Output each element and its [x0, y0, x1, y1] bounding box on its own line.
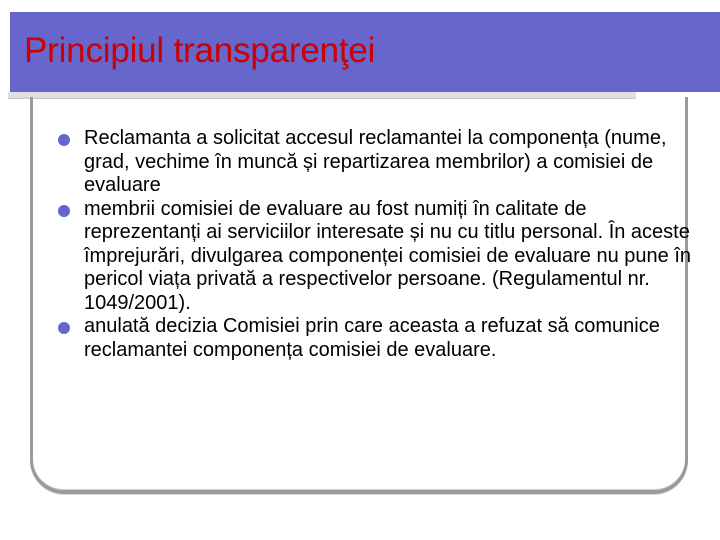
bullet-item-committee-members — [58, 198, 698, 316]
bullet-item-decision-annulled — [58, 315, 698, 362]
slide-title: Principiul transparenţei — [24, 31, 376, 70]
bullet-item-access-request — [58, 127, 698, 198]
bullet-text: Reclamanta a solicitat accesul reclamantei la componența (nume, grad, vechime în muncă și repartizarea membrilor) a comisiei de evaluare — [84, 127, 667, 196]
bullet-dot-icon — [58, 205, 70, 217]
bullet-text: membrii comisiei de evaluare au fost numiți în calitate de reprezentanți ai serviciilor interesate și nu cu titlu personal. În aceste împrejurări, divulgarea componenței comisiei de evaluare nu pune în pericol viața privată a respectivelor persoane. (Regulamentul nr. 1049/2001). — [84, 197, 692, 314]
bullet-dot-icon — [58, 134, 70, 146]
bullet-list — [58, 127, 698, 362]
bullet-text: anulată decizia Comisiei prin care aceasta a refuzat să comunice reclamantei componența comisiei de evaluare. — [84, 315, 660, 361]
bullet-dot-icon — [58, 322, 70, 334]
